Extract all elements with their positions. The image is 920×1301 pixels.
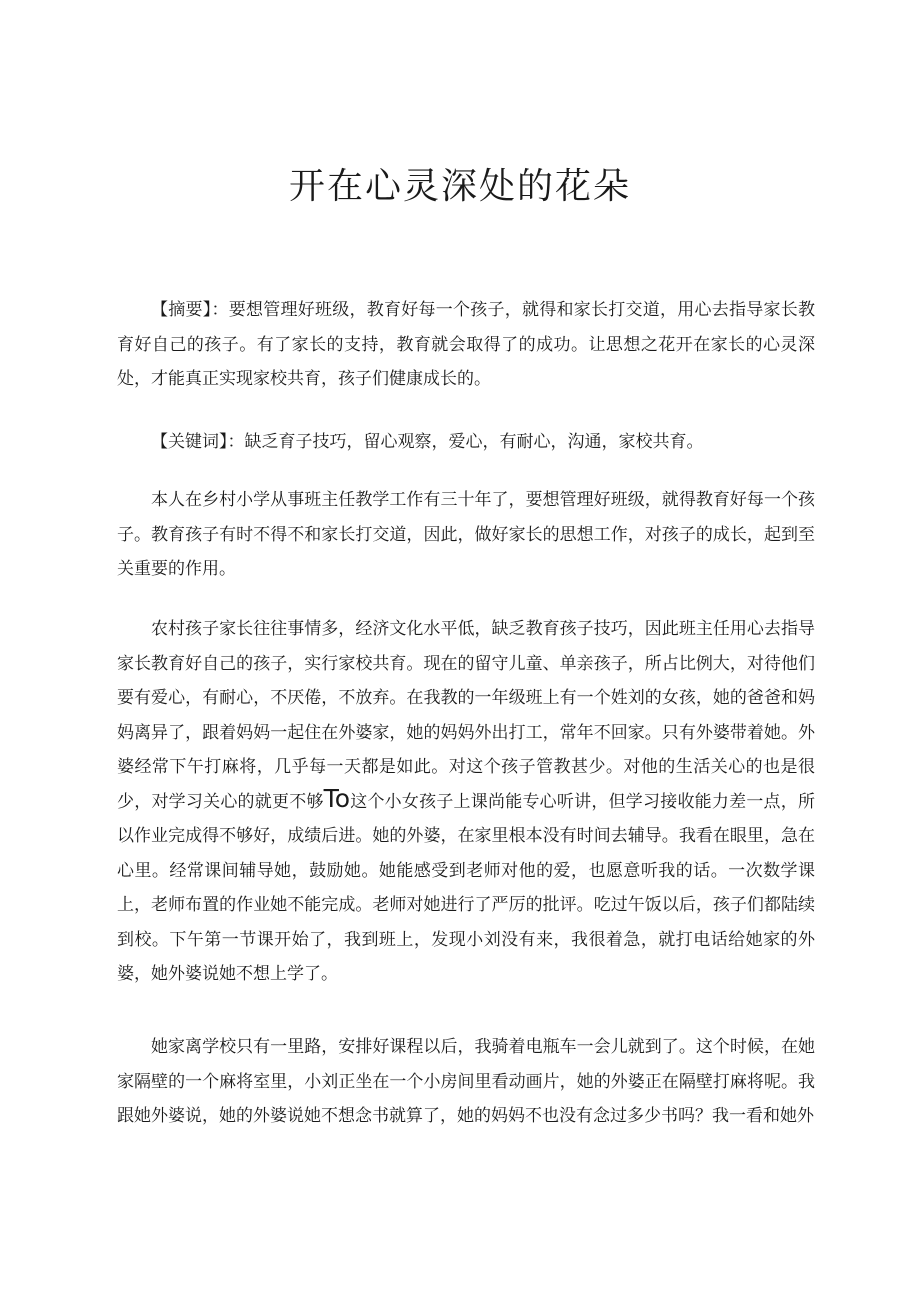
body-paragraph-3: 她家离学校只有一里路，安排好课程以后，我骑着电瓶车一会儿就到了。这个时候，在她家隔壁的一个麻将室里，小刘正坐在一个小房间里看动画片，她的外婆正在隔壁打麻将呢。我跟她外婆说，她的外婆说她不想念书就算了，她的妈妈不也没有念过多少书吗？我一看和她外 [117, 1037, 815, 1126]
document-title: 开在心灵深处的花朵 [288, 166, 631, 207]
keywords-paragraph: 【关键词】：缺乏育子技巧，留心观察，爱心，有耐心，沟通，家校共育。 [151, 432, 704, 452]
abstract-paragraph: 【摘要】：要想管理好班级，教育好每一个孩子，就得和家长打交道，用心去指导家长教育好自己的孩子。有了家长的支持，教育就会取得了的成功。让思想之花开在家长的心灵深处，才能真正实现家校共育，孩子们健康成长的。 [117, 300, 815, 389]
body-paragraph-2-part-a: 农村孩子家长往往事情多，经济文化水平低，缺乏教育孩子技巧，因此班主任用心去指导家长教育好自己的孩子，实行家校共育。现在的留守儿童、单亲孩子，所占比例大，对待他们要有爱心，有耐心，不厌倦，不放弃。在我教的一年级班上有一个姓刘的女孩，她的爸爸和妈妈离异了，跟着妈妈一起住在外婆家，她的妈妈外出打工，常年不回家。只有外婆带着她。外婆经常下午打麻将，几乎每一天都是如此。对这个孩子管教甚少。对他的生活关心的也是很少，对学习关心的就更不够 [117, 619, 815, 812]
body-paragraph-1: 本人在乡村小学从事班主任教学工作有三十年了，要想管理好班级，就得教育好每一个孩子。教育孩子有时不得不和家长打交道，因此，做好家长的思想工作，对孩子的成长，起到至关重要的作用。 [117, 490, 815, 579]
body-paragraph-2-part-b: 这个小女孩子上课尚能专心听讲，但学习接收能力差一点，所以作业完成得不够好，成绩后进。她的外婆，在家里根本没有时间去辅导。我看在眼里，急在心里。经常课间辅导她，鼓励她。她能感受到老师对他的爱，也愿意听我的话。一次数学课上，老师布置的作业她不能完成。老师对她进行了严厉的批评。吃过午饭以后，孩子们都陆续到校。下午第一节课开始了，我到班上，发现小刘没有来，我很着急，就打电话给她家的外婆，她外婆说她不想上学了。 [117, 791, 816, 984]
body-paragraph-2-to: To [323, 783, 350, 813]
body-paragraph-2 [117, 612, 815, 992]
